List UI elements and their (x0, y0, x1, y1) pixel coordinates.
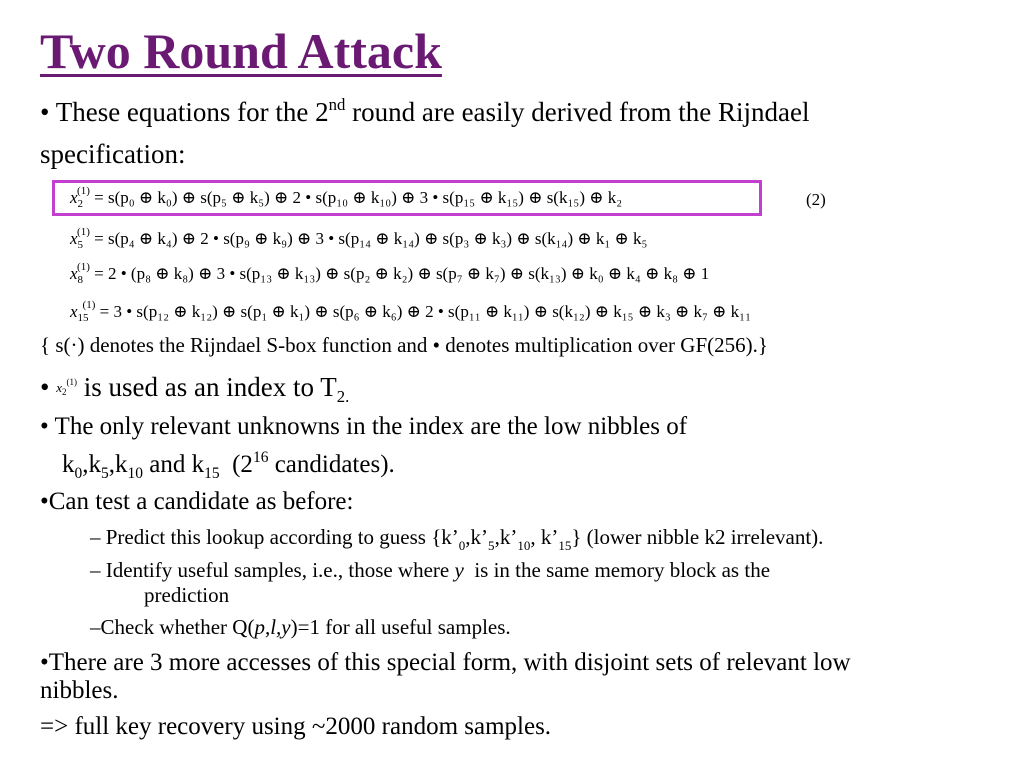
sub-bullet-identify-line2: prediction (144, 583, 230, 607)
sbox-note: { s(·) denotes the Rijndael S-box function and • denotes multiplication over GF(256).} (40, 333, 768, 357)
eq-sub: 15 (77, 312, 89, 324)
text: candidates). (268, 451, 395, 478)
sub: 0 (74, 465, 83, 482)
sub: 10 (517, 538, 531, 553)
bullet-derivation-line2: specification: (40, 139, 186, 169)
eq-var: x (70, 264, 78, 283)
eq-var: x (70, 229, 78, 248)
text: is used as an index to T (76, 372, 337, 402)
sub-bullet-identify (90, 558, 770, 583)
text: , k’ (530, 525, 559, 549)
text: is in the same memory block as the (463, 558, 771, 582)
text: and k (143, 451, 205, 478)
bullet-dot: • (40, 372, 50, 402)
sub: 0 (458, 538, 466, 553)
eq-sup: (1) (77, 185, 90, 197)
bullet-index (40, 372, 350, 406)
text: (2 (219, 451, 253, 478)
text: )=1 for all useful samples. (290, 615, 511, 639)
eq-rhs: = s(p₄ ⊕ k₄) ⊕ 2 • s(p₉ ⊕ k₉) ⊕ 3 • s(p₁₄ ⊕ k₁₄) ⊕ s(p₃ ⊕ k₃) ⊕ s(k₁₄) ⊕ k₁ ⊕ k₅ (94, 229, 648, 248)
bullet-unknowns-line2: $k_0,k_5,k_{10}$ and $k_{15}$ ($2^{16}$ candidates). (62, 449, 395, 482)
eq-sup: (1) (77, 261, 90, 273)
eq-sup: (1) (82, 299, 96, 311)
equation-4 (70, 299, 752, 324)
text: ,k’ (465, 525, 489, 549)
text: –Check whether Q( (90, 615, 255, 639)
equation-1 (70, 185, 623, 210)
sub: 15 (204, 465, 220, 482)
bullet-more-accesses-line2: nibbles. (40, 677, 119, 704)
equation-number: (2) (806, 190, 826, 209)
bullet-more-accesses-line1: •There are 3 more accesses of this special form, with disjoint sets of relevant low (40, 649, 851, 676)
k: k (115, 451, 128, 478)
eq-sub: 8 (77, 274, 84, 286)
text: – Identify useful samples, i.e., those where (90, 558, 455, 582)
bullet-derivation-line1 (40, 97, 809, 128)
vars: p,l,y (254, 615, 291, 639)
eq-sub: 2 (77, 198, 84, 210)
eq-var: x (70, 302, 78, 321)
slide-title: Two Round Attack (40, 23, 442, 79)
text: } (lower nibble k2 irrelevant). (571, 525, 824, 549)
eq-var: x (70, 188, 78, 207)
bullet-unknowns-line1: • The only relevant unknowns in the index are the low nibbles of (40, 413, 688, 440)
sub-bullet-check (90, 615, 511, 640)
sub: 5 (488, 538, 495, 553)
sub-bullet-predict (90, 525, 824, 553)
eq-sup: (1) (77, 226, 90, 238)
var-sub: 2 (61, 387, 67, 397)
eq-sub: 5 (77, 239, 84, 251)
eq-rhs: = s(p₀ ⊕ k₀) ⊕ s(p₅ ⊕ k₅) ⊕ 2 • s(p₁₀ ⊕ k₁₀) ⊕ 3 • s(p₁₅ ⊕ k₁₅) ⊕ s(k₁₅) ⊕ k₂ (94, 188, 623, 207)
k: k (62, 451, 75, 478)
var: x (56, 380, 62, 395)
eq-rhs: = 3 • s(p₁₂ ⊕ k₁₂) ⊕ s(p₁ ⊕ k₁) ⊕ s(p₆ ⊕ k₆) ⊕ 2 • s(p₁₁ ⊕ k₁₁) ⊕ s(k₁₂) ⊕ k₁₅ ⊕ k₃ ⊕ k₇ ⊕ k₁₁ (99, 302, 752, 321)
sub: 15 (558, 538, 572, 553)
text: round are easily derived from the Rijndael (345, 97, 810, 127)
equation-2 (70, 226, 648, 251)
var-sup: (1) (66, 377, 77, 387)
superscript: nd (328, 95, 346, 114)
bullet-test: •Can test a candidate as before: (40, 488, 354, 515)
text: ,k’ (494, 525, 518, 549)
equation-3 (70, 261, 710, 286)
sub: 10 (127, 465, 143, 482)
eq-rhs: = 2 • (p₈ ⊕ k₈) ⊕ 3 • s(p₁₃ ⊕ k₁₃) ⊕ s(p₂ ⊕ k₂) ⊕ s(p₇ ⊕ k₇) ⊕ s(k₁₃) ⊕ k₀ ⊕ k₄ ⊕ k₈ ⊕ 1 (94, 264, 710, 283)
conclusion: => full key recovery using ~2000 random samples. (40, 713, 552, 740)
text: – Predict this lookup according to guess {k’ (90, 525, 459, 549)
sup: 16 (252, 449, 269, 466)
text: • These equations for the 2 (40, 97, 329, 127)
k: k (88, 451, 101, 478)
subscript: 2. (336, 387, 350, 406)
inline-variable (56, 377, 77, 397)
var-y: y (454, 558, 464, 582)
sub: 5 (101, 465, 109, 482)
